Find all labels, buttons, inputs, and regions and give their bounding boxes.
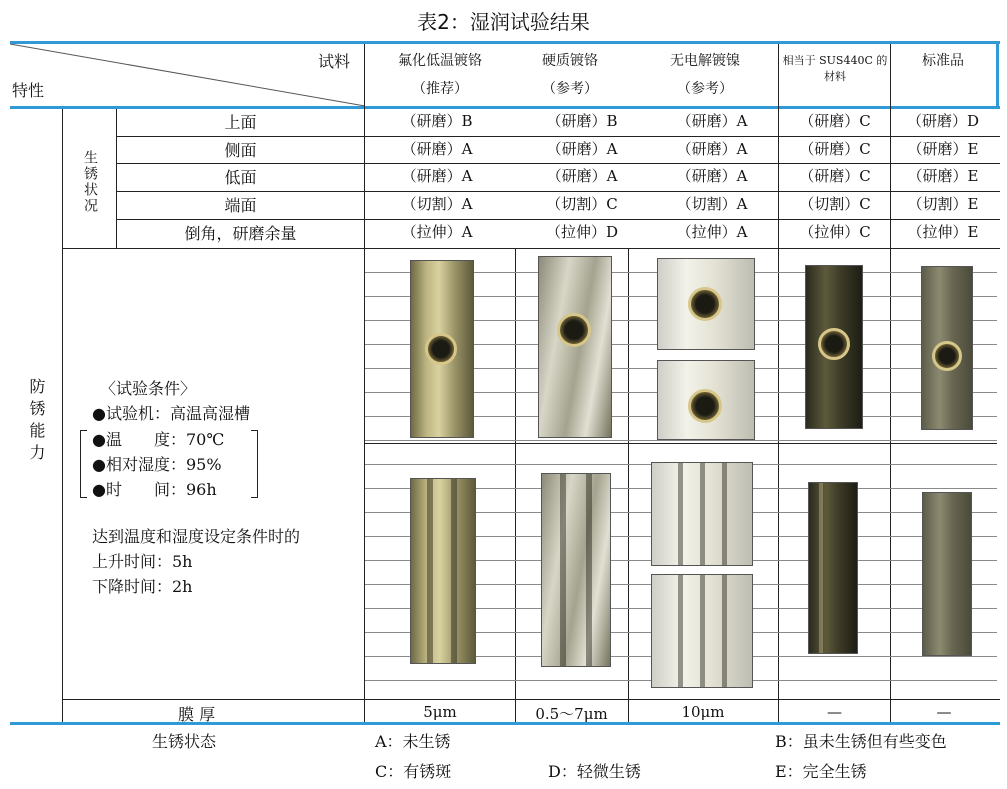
sample-photo [538,256,612,438]
legend-b: B：虽未生锈但有些变色 [775,732,947,751]
sample-photo [410,478,476,664]
row-line [116,219,1000,220]
legend-a: A：未生锈 [375,732,451,751]
legend-c: C：有锈斑 [375,762,452,781]
column-header: 标准品 [922,53,964,69]
condition-temperature: ●温 度：70℃ [92,430,225,449]
frame-line [62,109,63,722]
sample-photo [921,266,973,430]
sample-photo [657,360,755,440]
sample-photo [410,260,474,438]
sample-photo [651,574,753,688]
header-diagonal [10,44,365,108]
film-value: 10μm [681,703,725,721]
legend-e: E：完全生锈 [775,762,867,781]
sample-photo [657,258,755,350]
sample-photo [541,473,611,667]
bottom-rule [10,722,1000,725]
sample-photo [922,492,972,656]
film-value: — [936,703,952,721]
column-header: 硬质镀铬 （参考） [542,53,598,97]
sample-photo [808,482,858,654]
fall-time: 下降时间：2h [92,577,193,596]
rise-time: 上升时间：5h [92,552,193,571]
conditions-note: 达到温度和湿度设定条件时的 [92,527,301,546]
rust-group-label: 生锈状况 [82,150,98,214]
row-line [116,191,1000,192]
column-header: 氟化低温镀铬 （推荐） [398,53,482,97]
sample-photo [805,265,863,429]
legend-title: 生锈状态 [152,732,217,751]
film-row-line [62,699,1000,700]
film-value: 0.5～7μm [535,705,608,723]
sample-label: 试料 [318,52,351,71]
column-header: 相当于 SUS440C 的材料 [782,54,888,83]
bracket-left [80,430,87,498]
legend-d: D：轻微生锈 [548,762,641,781]
right-rule [996,41,999,109]
condition-time: ●时 间：96h [92,480,217,499]
table-title: 表2：湿润试验结果 [417,10,590,34]
film-value: 5μm [423,703,457,721]
photo-row-line [365,443,997,444]
row-line [116,163,1000,164]
property-label: 特性 [12,81,45,100]
condition-machine: ●试验机：高温高湿槽 [92,404,250,423]
condition-humidity: ●相对湿度：95% [92,455,222,474]
bracket-right [251,430,258,498]
conditions-heading: 〈试验条件〉 [100,379,197,398]
rust-prevention-label: 防锈能力 [27,378,46,466]
sample-photo [651,462,753,566]
film-label: 膜 厚 [178,705,216,724]
column-header: 无电解镀镍 （参考） [670,53,740,97]
film-value: — [827,703,842,721]
row-line [116,136,1000,137]
